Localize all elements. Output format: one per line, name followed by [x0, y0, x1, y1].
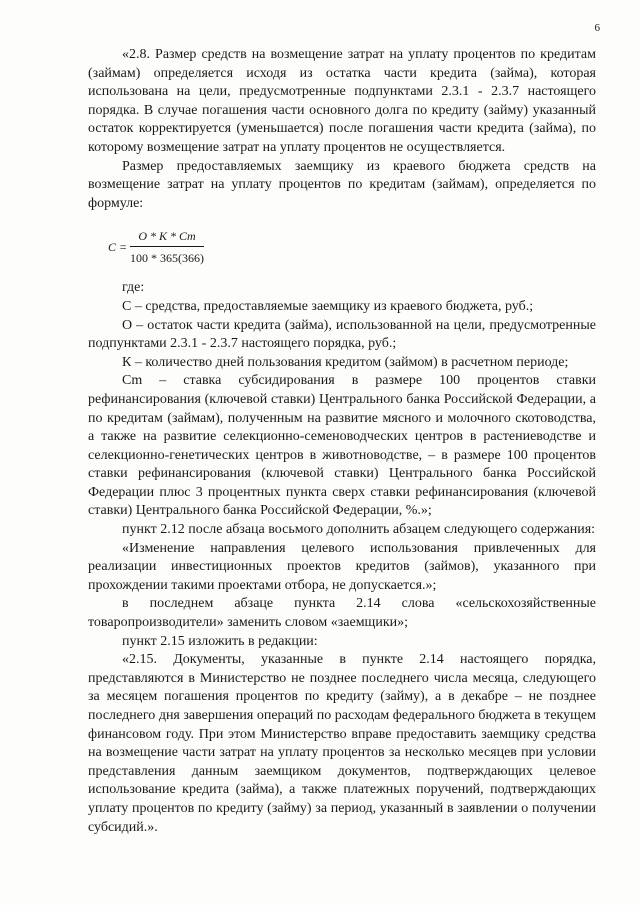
paragraph-2-14: в последнем абзаце пункта 2.14 слова «сельскохозяйственные товаропроизводители» заменить словом «заемщики»; — [88, 596, 596, 631]
paragraph-where: где: — [122, 280, 145, 296]
paragraph-2-12: пункт 2.12 после абзаца восьмого дополнить абзацем следующего содержания: — [122, 522, 596, 538]
formula-fraction — [130, 227, 204, 267]
paragraph-def-cm: Сm – ставка субсидирования в размере 100 процентов ставки рефинансирования (ключевой ставки) Центрального банка Российской Федерации, а по кредитам (займам), полученным на развитие мясного и молочного скотоводства, а также на развитие селекционно-семеноводческих центров в растениеводстве и селекционно-генетических центров в животноводстве, – в размере 100 процентов ставки рефинансирования (ключевой ставки) Центрального банка Российской Федерации плюс 3 процентных пункта сверх ставки рефинансирования (ключевой ставки) Центрального банка Российской Федерации, %.»; — [88, 373, 596, 519]
formula-lhs: C = — [108, 240, 128, 255]
paragraph-2-15-intro: пункт 2.15 изложить в редакции: — [122, 633, 318, 649]
paragraph-def-k: К – количество дней пользования кредитом (займом) в расчетном периоде; — [122, 354, 569, 370]
paragraph-def-o: О – остаток части кредита (займа), использованной на цели, предусмотренные подпунктами 2.3.1 - 2.3.7 настоящего порядка, руб.; — [88, 317, 596, 352]
paragraph-def-c: С – средства, предоставляемые заемщику из краевого бюджета, руб.; — [122, 298, 534, 314]
formula-denominator: 100 * 365(366) — [130, 250, 204, 265]
paragraph-2-8: «2.8. Размер средств на возмещение затрат на уплату процентов по кредитам (займам) определяется исходя из остатка части кредита (займа), которая использована на цели, предусмотренные подпунктами 2.3.1 - 2.3.7 настоящего порядка. В случае погашения части основного долга по кредиту (займу) указанный остаток корректируется (уменьшается) после погашения части кредита (займа), по которому возмещение затрат на уплату процентов не осуществляется. — [88, 47, 596, 155]
page-number: 6 — [594, 22, 600, 34]
formula — [108, 227, 596, 267]
paragraph-formula-intro: Размер предоставляемых заемщику из краевого бюджета средств на возмещение затрат на уплату процентов по кредитам (займам), определяется по формуле: — [88, 158, 596, 211]
paragraph-2-15-quote: «2.15. Документы, указанные в пункте 2.14 настоящего порядка, представляются в Министерство не позднее последнего числа месяца, следующего за месяцем погашения процентов по кредиту (займу), а в декабре – не позднее последнего дня завершения операций по расходам федерального бюджета в текущем финансовом году. При этом Министерство вправе предоставить заемщику средства на возмещение части затрат на уплату процентов за несколько месяцев при условии представления данным заемщиком документов, подтверждающих целевое использование кредита (займа), а также платежных поручений, подтверждающих уплату процентов по кредиту (займу) за период, указанный в заявлении о получении субсидий.». — [88, 652, 596, 835]
formula-numerator: O * K * Cm — [130, 227, 204, 247]
paragraph-2-12-quote: «Изменение направления целевого использования привлеченных для реализации инвестиционных проектов кредитов (займов), указанного при прохождении такими проектами отбора, не допускается.»; — [88, 540, 596, 593]
document-body — [88, 46, 596, 837]
